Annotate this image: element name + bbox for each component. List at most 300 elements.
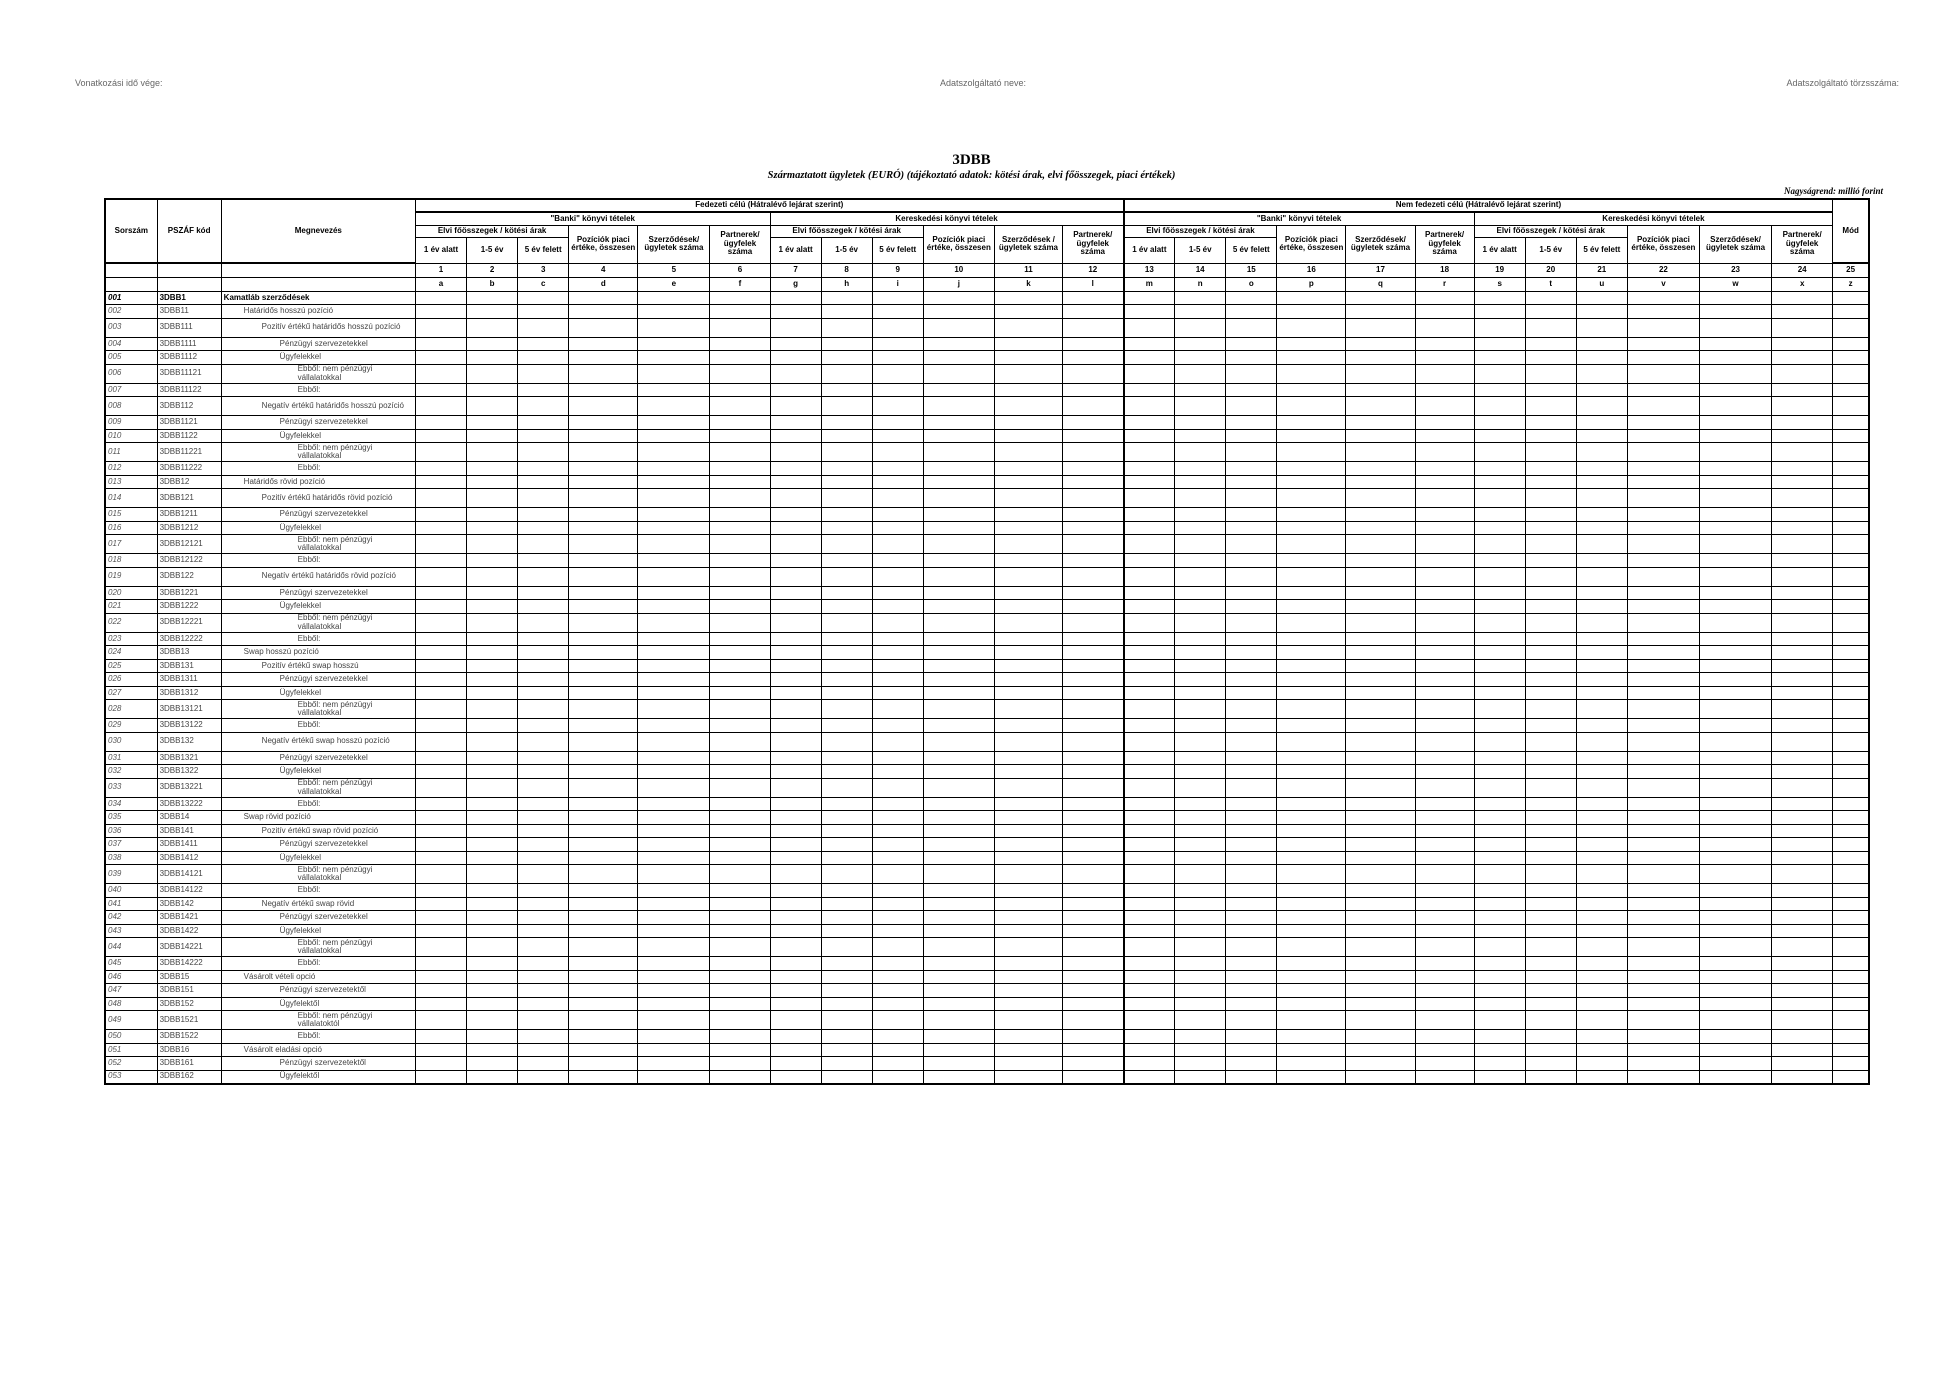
data-cell[interactable] <box>994 838 1062 852</box>
data-cell[interactable] <box>467 811 518 825</box>
data-cell[interactable] <box>1576 586 1627 600</box>
data-cell[interactable] <box>1525 686 1576 700</box>
data-cell[interactable] <box>1226 1070 1277 1084</box>
data-cell[interactable] <box>1062 732 1123 751</box>
data-cell[interactable] <box>1576 632 1627 646</box>
data-cell[interactable] <box>1346 765 1415 779</box>
data-cell[interactable] <box>994 600 1062 614</box>
data-cell[interactable] <box>415 811 466 825</box>
data-cell[interactable] <box>1576 719 1627 733</box>
data-cell[interactable] <box>467 383 518 397</box>
data-cell[interactable] <box>569 586 638 600</box>
data-cell[interactable] <box>1772 686 1833 700</box>
data-cell[interactable] <box>1833 897 1869 911</box>
data-cell[interactable] <box>1627 521 1699 535</box>
data-cell[interactable] <box>710 1070 770 1084</box>
data-cell[interactable] <box>770 924 821 938</box>
data-cell[interactable] <box>1415 305 1474 319</box>
data-cell[interactable] <box>821 970 872 984</box>
data-cell[interactable] <box>821 508 872 522</box>
data-cell[interactable] <box>1415 1011 1474 1030</box>
data-cell[interactable] <box>1124 838 1175 852</box>
data-cell[interactable] <box>1175 535 1226 554</box>
data-cell[interactable] <box>467 673 518 687</box>
data-cell[interactable] <box>1525 700 1576 719</box>
data-cell[interactable] <box>569 508 638 522</box>
data-cell[interactable] <box>1474 462 1525 476</box>
data-cell[interactable] <box>1474 838 1525 852</box>
data-cell[interactable] <box>1627 397 1699 416</box>
data-cell[interactable] <box>770 554 821 568</box>
data-cell[interactable] <box>1226 416 1277 430</box>
data-cell[interactable] <box>872 865 923 884</box>
data-cell[interactable] <box>1699 1011 1771 1030</box>
data-cell[interactable] <box>415 337 466 351</box>
data-cell[interactable] <box>1175 751 1226 765</box>
data-cell[interactable] <box>1833 1070 1869 1084</box>
data-cell[interactable] <box>994 700 1062 719</box>
data-cell[interactable] <box>518 429 569 443</box>
data-cell[interactable] <box>1833 751 1869 765</box>
data-cell[interactable] <box>1346 851 1415 865</box>
data-cell[interactable] <box>1833 443 1869 462</box>
data-cell[interactable] <box>1474 554 1525 568</box>
data-cell[interactable] <box>1062 600 1123 614</box>
data-cell[interactable] <box>1415 811 1474 825</box>
data-cell[interactable] <box>1062 924 1123 938</box>
data-cell[interactable] <box>1833 1030 1869 1044</box>
data-cell[interactable] <box>569 824 638 838</box>
data-cell[interactable] <box>710 700 770 719</box>
data-cell[interactable] <box>1627 462 1699 476</box>
data-cell[interactable] <box>415 686 466 700</box>
data-cell[interactable] <box>710 291 770 305</box>
data-cell[interactable] <box>1124 686 1175 700</box>
data-cell[interactable] <box>638 659 710 673</box>
data-cell[interactable] <box>518 659 569 673</box>
data-cell[interactable] <box>1124 1043 1175 1057</box>
data-cell[interactable] <box>1833 462 1869 476</box>
data-cell[interactable] <box>1062 938 1123 957</box>
data-cell[interactable] <box>1576 838 1627 852</box>
data-cell[interactable] <box>1525 600 1576 614</box>
data-cell[interactable] <box>467 351 518 365</box>
data-cell[interactable] <box>872 700 923 719</box>
data-cell[interactable] <box>1627 984 1699 998</box>
data-cell[interactable] <box>569 865 638 884</box>
data-cell[interactable] <box>1699 1057 1771 1071</box>
data-cell[interactable] <box>994 318 1062 337</box>
data-cell[interactable] <box>1226 851 1277 865</box>
data-cell[interactable] <box>872 719 923 733</box>
data-cell[interactable] <box>1277 600 1346 614</box>
data-cell[interactable] <box>1226 700 1277 719</box>
data-cell[interactable] <box>1833 865 1869 884</box>
data-cell[interactable] <box>1226 443 1277 462</box>
data-cell[interactable] <box>467 938 518 957</box>
data-cell[interactable] <box>994 897 1062 911</box>
data-cell[interactable] <box>518 318 569 337</box>
data-cell[interactable] <box>1062 811 1123 825</box>
data-cell[interactable] <box>1772 1011 1833 1030</box>
data-cell[interactable] <box>1124 938 1175 957</box>
data-cell[interactable] <box>770 600 821 614</box>
data-cell[interactable] <box>1175 291 1226 305</box>
data-cell[interactable] <box>467 884 518 898</box>
data-cell[interactable] <box>1699 535 1771 554</box>
data-cell[interactable] <box>638 462 710 476</box>
data-cell[interactable] <box>518 489 569 508</box>
data-cell[interactable] <box>518 351 569 365</box>
data-cell[interactable] <box>1772 351 1833 365</box>
data-cell[interactable] <box>1226 1030 1277 1044</box>
data-cell[interactable] <box>1699 865 1771 884</box>
data-cell[interactable] <box>1627 824 1699 838</box>
data-cell[interactable] <box>638 732 710 751</box>
data-cell[interactable] <box>1346 1070 1415 1084</box>
data-cell[interactable] <box>1062 970 1123 984</box>
data-cell[interactable] <box>923 318 994 337</box>
data-cell[interactable] <box>467 897 518 911</box>
data-cell[interactable] <box>710 686 770 700</box>
data-cell[interactable] <box>1699 318 1771 337</box>
data-cell[interactable] <box>1277 1043 1346 1057</box>
data-cell[interactable] <box>1525 938 1576 957</box>
data-cell[interactable] <box>518 567 569 586</box>
data-cell[interactable] <box>1346 535 1415 554</box>
data-cell[interactable] <box>994 443 1062 462</box>
data-cell[interactable] <box>770 911 821 925</box>
data-cell[interactable] <box>1346 554 1415 568</box>
data-cell[interactable] <box>1474 305 1525 319</box>
data-cell[interactable] <box>1346 997 1415 1011</box>
data-cell[interactable] <box>1576 600 1627 614</box>
data-cell[interactable] <box>467 719 518 733</box>
data-cell[interactable] <box>1415 911 1474 925</box>
data-cell[interactable] <box>770 811 821 825</box>
data-cell[interactable] <box>1576 1057 1627 1071</box>
data-cell[interactable] <box>1226 838 1277 852</box>
data-cell[interactable] <box>1175 797 1226 811</box>
data-cell[interactable] <box>1346 429 1415 443</box>
data-cell[interactable] <box>518 811 569 825</box>
data-cell[interactable] <box>638 1030 710 1044</box>
data-cell[interactable] <box>1415 291 1474 305</box>
data-cell[interactable] <box>1627 646 1699 660</box>
data-cell[interactable] <box>569 475 638 489</box>
data-cell[interactable] <box>1772 765 1833 779</box>
data-cell[interactable] <box>415 838 466 852</box>
data-cell[interactable] <box>1627 765 1699 779</box>
data-cell[interactable] <box>1277 1057 1346 1071</box>
data-cell[interactable] <box>1277 719 1346 733</box>
data-cell[interactable] <box>1226 1011 1277 1030</box>
data-cell[interactable] <box>1576 291 1627 305</box>
data-cell[interactable] <box>1124 911 1175 925</box>
data-cell[interactable] <box>518 700 569 719</box>
data-cell[interactable] <box>923 811 994 825</box>
data-cell[interactable] <box>994 673 1062 687</box>
data-cell[interactable] <box>638 489 710 508</box>
data-cell[interactable] <box>872 429 923 443</box>
data-cell[interactable] <box>1474 751 1525 765</box>
data-cell[interactable] <box>1277 646 1346 660</box>
data-cell[interactable] <box>1124 732 1175 751</box>
data-cell[interactable] <box>710 957 770 971</box>
data-cell[interactable] <box>821 397 872 416</box>
data-cell[interactable] <box>1525 521 1576 535</box>
data-cell[interactable] <box>1525 732 1576 751</box>
data-cell[interactable] <box>1415 489 1474 508</box>
data-cell[interactable] <box>1062 632 1123 646</box>
data-cell[interactable] <box>1772 911 1833 925</box>
data-cell[interactable] <box>770 1057 821 1071</box>
data-cell[interactable] <box>638 970 710 984</box>
data-cell[interactable] <box>1833 318 1869 337</box>
data-cell[interactable] <box>770 489 821 508</box>
data-cell[interactable] <box>821 751 872 765</box>
data-cell[interactable] <box>923 586 994 600</box>
data-cell[interactable] <box>1175 1057 1226 1071</box>
data-cell[interactable] <box>415 659 466 673</box>
data-cell[interactable] <box>821 957 872 971</box>
data-cell[interactable] <box>1833 337 1869 351</box>
data-cell[interactable] <box>415 305 466 319</box>
data-cell[interactable] <box>1415 838 1474 852</box>
data-cell[interactable] <box>415 600 466 614</box>
data-cell[interactable] <box>1699 291 1771 305</box>
data-cell[interactable] <box>1576 673 1627 687</box>
data-cell[interactable] <box>1346 586 1415 600</box>
data-cell[interactable] <box>467 475 518 489</box>
data-cell[interactable] <box>994 851 1062 865</box>
data-cell[interactable] <box>1415 646 1474 660</box>
data-cell[interactable] <box>1277 997 1346 1011</box>
data-cell[interactable] <box>415 957 466 971</box>
data-cell[interactable] <box>1699 383 1771 397</box>
data-cell[interactable] <box>994 416 1062 430</box>
data-cell[interactable] <box>1124 429 1175 443</box>
data-cell[interactable] <box>1772 732 1833 751</box>
data-cell[interactable] <box>1175 443 1226 462</box>
data-cell[interactable] <box>638 1070 710 1084</box>
data-cell[interactable] <box>1525 1057 1576 1071</box>
data-cell[interactable] <box>1474 291 1525 305</box>
data-cell[interactable] <box>415 383 466 397</box>
data-cell[interactable] <box>1175 567 1226 586</box>
data-cell[interactable] <box>415 554 466 568</box>
data-cell[interactable] <box>1346 318 1415 337</box>
data-cell[interactable] <box>1277 765 1346 779</box>
data-cell[interactable] <box>1062 554 1123 568</box>
data-cell[interactable] <box>1525 632 1576 646</box>
data-cell[interactable] <box>467 1043 518 1057</box>
data-cell[interactable] <box>1627 632 1699 646</box>
data-cell[interactable] <box>569 462 638 476</box>
data-cell[interactable] <box>1772 719 1833 733</box>
data-cell[interactable] <box>638 383 710 397</box>
data-cell[interactable] <box>1576 659 1627 673</box>
data-cell[interactable] <box>1277 865 1346 884</box>
data-cell[interactable] <box>1525 751 1576 765</box>
data-cell[interactable] <box>1062 508 1123 522</box>
data-cell[interactable] <box>638 337 710 351</box>
data-cell[interactable] <box>872 554 923 568</box>
data-cell[interactable] <box>467 765 518 779</box>
data-cell[interactable] <box>415 646 466 660</box>
data-cell[interactable] <box>923 521 994 535</box>
data-cell[interactable] <box>1576 984 1627 998</box>
data-cell[interactable] <box>1627 751 1699 765</box>
data-cell[interactable] <box>1772 1030 1833 1044</box>
data-cell[interactable] <box>994 364 1062 383</box>
data-cell[interactable] <box>518 719 569 733</box>
data-cell[interactable] <box>710 462 770 476</box>
data-cell[interactable] <box>467 1030 518 1044</box>
data-cell[interactable] <box>923 337 994 351</box>
data-cell[interactable] <box>1175 1011 1226 1030</box>
data-cell[interactable] <box>1277 397 1346 416</box>
data-cell[interactable] <box>518 475 569 489</box>
data-cell[interactable] <box>638 613 710 632</box>
data-cell[interactable] <box>1277 508 1346 522</box>
data-cell[interactable] <box>1124 984 1175 998</box>
data-cell[interactable] <box>1346 567 1415 586</box>
data-cell[interactable] <box>1699 811 1771 825</box>
data-cell[interactable] <box>821 1030 872 1044</box>
data-cell[interactable] <box>569 443 638 462</box>
data-cell[interactable] <box>569 765 638 779</box>
data-cell[interactable] <box>1277 443 1346 462</box>
data-cell[interactable] <box>1699 613 1771 632</box>
data-cell[interactable] <box>518 897 569 911</box>
data-cell[interactable] <box>1525 475 1576 489</box>
data-cell[interactable] <box>415 351 466 365</box>
data-cell[interactable] <box>569 318 638 337</box>
data-cell[interactable] <box>569 732 638 751</box>
data-cell[interactable] <box>518 778 569 797</box>
data-cell[interactable] <box>994 1070 1062 1084</box>
data-cell[interactable] <box>1124 397 1175 416</box>
data-cell[interactable] <box>923 838 994 852</box>
data-cell[interactable] <box>1772 489 1833 508</box>
data-cell[interactable] <box>1346 305 1415 319</box>
data-cell[interactable] <box>1772 429 1833 443</box>
data-cell[interactable] <box>1474 865 1525 884</box>
data-cell[interactable] <box>770 567 821 586</box>
data-cell[interactable] <box>638 1043 710 1057</box>
data-cell[interactable] <box>1346 659 1415 673</box>
data-cell[interactable] <box>518 765 569 779</box>
data-cell[interactable] <box>1277 838 1346 852</box>
data-cell[interactable] <box>1699 765 1771 779</box>
data-cell[interactable] <box>1627 443 1699 462</box>
data-cell[interactable] <box>1415 732 1474 751</box>
data-cell[interactable] <box>1175 632 1226 646</box>
data-cell[interactable] <box>994 613 1062 632</box>
data-cell[interactable] <box>1474 1057 1525 1071</box>
data-cell[interactable] <box>1576 521 1627 535</box>
data-cell[interactable] <box>1062 429 1123 443</box>
data-cell[interactable] <box>710 305 770 319</box>
data-cell[interactable] <box>1346 416 1415 430</box>
data-cell[interactable] <box>1576 613 1627 632</box>
data-cell[interactable] <box>1699 897 1771 911</box>
data-cell[interactable] <box>770 383 821 397</box>
data-cell[interactable] <box>638 673 710 687</box>
data-cell[interactable] <box>1833 765 1869 779</box>
data-cell[interactable] <box>1062 291 1123 305</box>
data-cell[interactable] <box>1525 997 1576 1011</box>
data-cell[interactable] <box>821 765 872 779</box>
data-cell[interactable] <box>569 1057 638 1071</box>
data-cell[interactable] <box>770 778 821 797</box>
data-cell[interactable] <box>467 997 518 1011</box>
data-cell[interactable] <box>518 521 569 535</box>
data-cell[interactable] <box>770 1043 821 1057</box>
data-cell[interactable] <box>1175 305 1226 319</box>
data-cell[interactable] <box>1175 911 1226 925</box>
data-cell[interactable] <box>1226 554 1277 568</box>
data-cell[interactable] <box>1415 938 1474 957</box>
data-cell[interactable] <box>1062 1070 1123 1084</box>
data-cell[interactable] <box>710 351 770 365</box>
data-cell[interactable] <box>994 765 1062 779</box>
data-cell[interactable] <box>1576 489 1627 508</box>
data-cell[interactable] <box>1124 700 1175 719</box>
data-cell[interactable] <box>518 924 569 938</box>
data-cell[interactable] <box>1346 475 1415 489</box>
data-cell[interactable] <box>923 686 994 700</box>
data-cell[interactable] <box>1772 443 1833 462</box>
data-cell[interactable] <box>872 797 923 811</box>
data-cell[interactable] <box>1699 521 1771 535</box>
data-cell[interactable] <box>923 797 994 811</box>
data-cell[interactable] <box>1772 291 1833 305</box>
data-cell[interactable] <box>872 811 923 825</box>
data-cell[interactable] <box>1525 535 1576 554</box>
data-cell[interactable] <box>1175 1043 1226 1057</box>
data-cell[interactable] <box>1627 1030 1699 1044</box>
data-cell[interactable] <box>518 884 569 898</box>
data-cell[interactable] <box>770 351 821 365</box>
data-cell[interactable] <box>415 865 466 884</box>
data-cell[interactable] <box>1175 778 1226 797</box>
data-cell[interactable] <box>638 305 710 319</box>
data-cell[interactable] <box>1062 567 1123 586</box>
data-cell[interactable] <box>1124 567 1175 586</box>
data-cell[interactable] <box>710 535 770 554</box>
data-cell[interactable] <box>1772 416 1833 430</box>
data-cell[interactable] <box>638 938 710 957</box>
data-cell[interactable] <box>872 984 923 998</box>
data-cell[interactable] <box>1062 521 1123 535</box>
data-cell[interactable] <box>1576 765 1627 779</box>
data-cell[interactable] <box>821 632 872 646</box>
data-cell[interactable] <box>1525 1030 1576 1044</box>
data-cell[interactable] <box>638 957 710 971</box>
data-cell[interactable] <box>1346 811 1415 825</box>
data-cell[interactable] <box>821 1070 872 1084</box>
data-cell[interactable] <box>872 778 923 797</box>
data-cell[interactable] <box>1525 397 1576 416</box>
data-cell[interactable] <box>1525 305 1576 319</box>
data-cell[interactable] <box>1833 732 1869 751</box>
data-cell[interactable] <box>821 554 872 568</box>
data-cell[interactable] <box>1699 719 1771 733</box>
data-cell[interactable] <box>1772 924 1833 938</box>
data-cell[interactable] <box>415 416 466 430</box>
